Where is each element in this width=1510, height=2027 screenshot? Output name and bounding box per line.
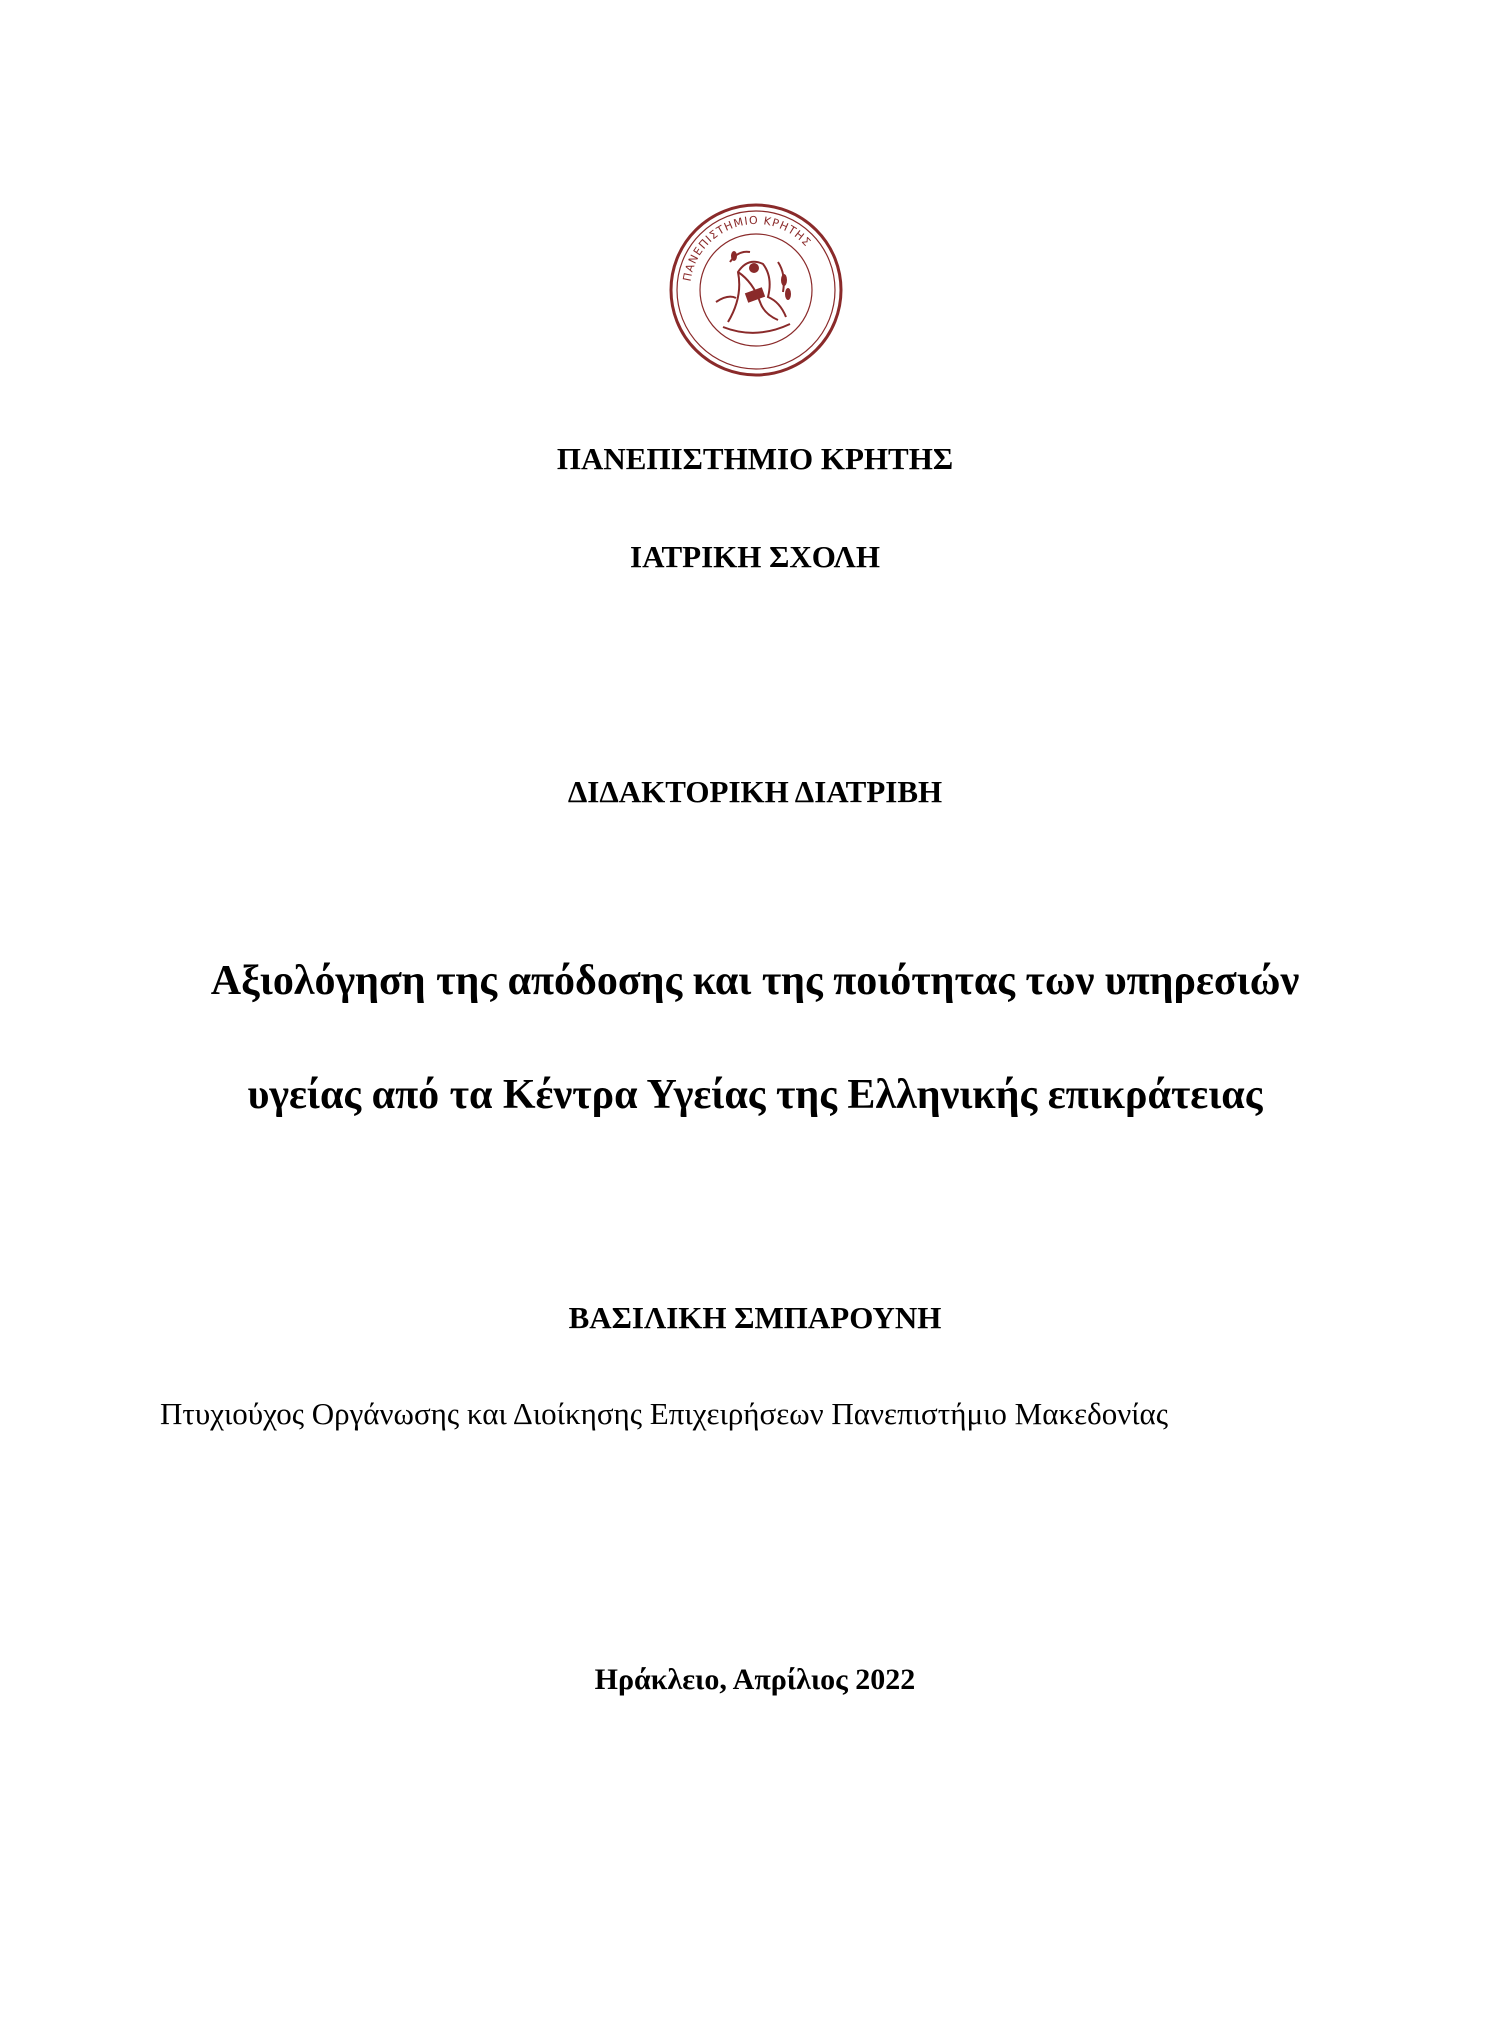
svg-text:ΠΑΝΕΠΙΣΤΗΜΙΟ ΚΡΗΤΗΣ: ΠΑΝΕΠΙΣΤΗΜΙΟ ΚΡΗΤΗΣ (680, 213, 814, 283)
document-type: ΔΙΔΑΚΤΟΡΙΚΗ ΔΙΑΤΡΙΒΗ (567, 774, 943, 809)
university-name: ΠΑΝΕΠΙΣΤΗΜΙΟ ΚΡΗΤΗΣ (556, 441, 954, 476)
author-name: ΒΑΣΙΛΙΚΗ ΣΜΠΑΡΟΥΝΗ (568, 1300, 942, 1335)
thesis-title-line-1: Αξιολόγηση της απόδοσης και της ποιότητας των υπηρεσιών (210, 958, 1300, 1004)
university-seal-logo (668, 202, 844, 378)
author-degree: Πτυχιούχος Οργάνωσης και Διοίκησης Επιχειρήσεων Πανεπιστήμιο Μακεδονίας (160, 1396, 1169, 1431)
place-and-date: Ηράκλειο, Απρίλιος 2022 (594, 1663, 916, 1696)
school-name: ΙΑΤΡΙΚΗ ΣΧΟΛΗ (630, 539, 880, 574)
thesis-title-line-2: υγείας από τα Κέντρα Υγείας της Ελληνικής επικράτειας (247, 1072, 1263, 1118)
